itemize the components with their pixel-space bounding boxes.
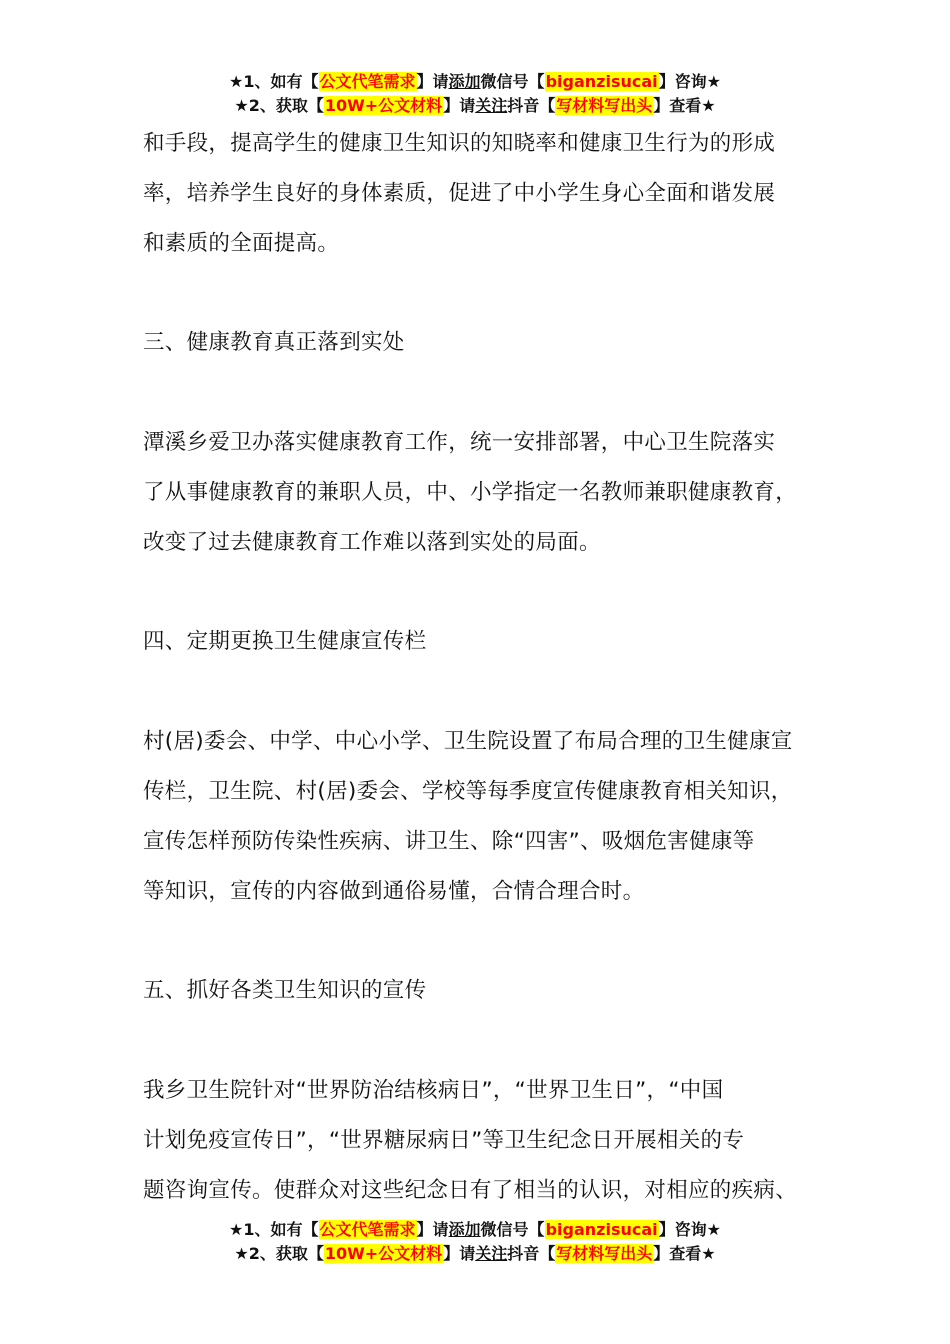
highlight-materials: 10W+公文材料 (324, 1244, 443, 1263)
section-heading-5: 五、抓好各类卫生知识的宣传 (143, 978, 427, 1003)
paragraph-3: 村(居)委会、中学、中心小学、卫生院设置了布局合理的卫生健康宣 传栏，卫生院、村(居)委会、学校等每季度宣传健康教育相关知识， 宣传怎样预防传染性疾病、讲卫生、除“四害”、吸烟危害健康等 等知识，宣传的内容做到通俗易懂，合情合理合时。 (143, 729, 793, 904)
highlight-materials: 10W+公文材料 (324, 96, 443, 115)
banner-line-1: ★1、如有【公文代笔需求】请添加微信号【biganzisucai】咨询★ (229, 72, 721, 91)
highlight-wechat-id: biganzisucai (545, 72, 658, 91)
banner-line-1: ★1、如有【公文代笔需求】请添加微信号【biganzisucai】咨询★ (229, 1220, 721, 1239)
footer-banner (0, 1218, 950, 1266)
highlight-douyin-id: 写材料写出头 (556, 1244, 653, 1263)
section-heading-4: 四、定期更换卫生健康宣传栏 (143, 629, 427, 654)
paragraph-2: 潭溪乡爱卫办落实健康教育工作，统一安排部署，中心卫生院落实 了从事健康教育的兼职人员，中、小学指定一名教师兼职健康教育， 改变了过去健康教育工作难以落到实处的局面。 (143, 430, 798, 555)
highlight-douyin-id: 写材料写出头 (556, 96, 653, 115)
section-heading-3: 三、健康教育真正落到实处 (143, 330, 405, 355)
header-banner (0, 70, 950, 118)
paragraph-4: 我乡卫生院针对“世界防治结核病日”，“世界卫生日”，“中国 计划免疫宣传日”，“世界糖尿病日”等卫生纪念日开展相关的专 题咨询宣传。使群众对这些纪念日有了相当的认识，对相应的疾病、 (143, 1078, 798, 1203)
highlight-wechat-id: biganzisucai (545, 1220, 658, 1239)
paragraph-1: 和手段，提高学生的健康卫生知识的知晓率和健康卫生行为的形成 率，培养学生良好的身体素质，促进了中小学生身心全面和谐发展 和素质的全面提高。 (143, 131, 776, 256)
banner-line-2: ★2、获取【10W+公文材料】请关注抖音【写材料写出头】查看★ (234, 96, 716, 115)
highlight-service: 公文代笔需求 (319, 1220, 416, 1239)
banner-line-2: ★2、获取【10W+公文材料】请关注抖音【写材料写出头】查看★ (234, 1244, 716, 1263)
highlight-service: 公文代笔需求 (319, 72, 416, 91)
